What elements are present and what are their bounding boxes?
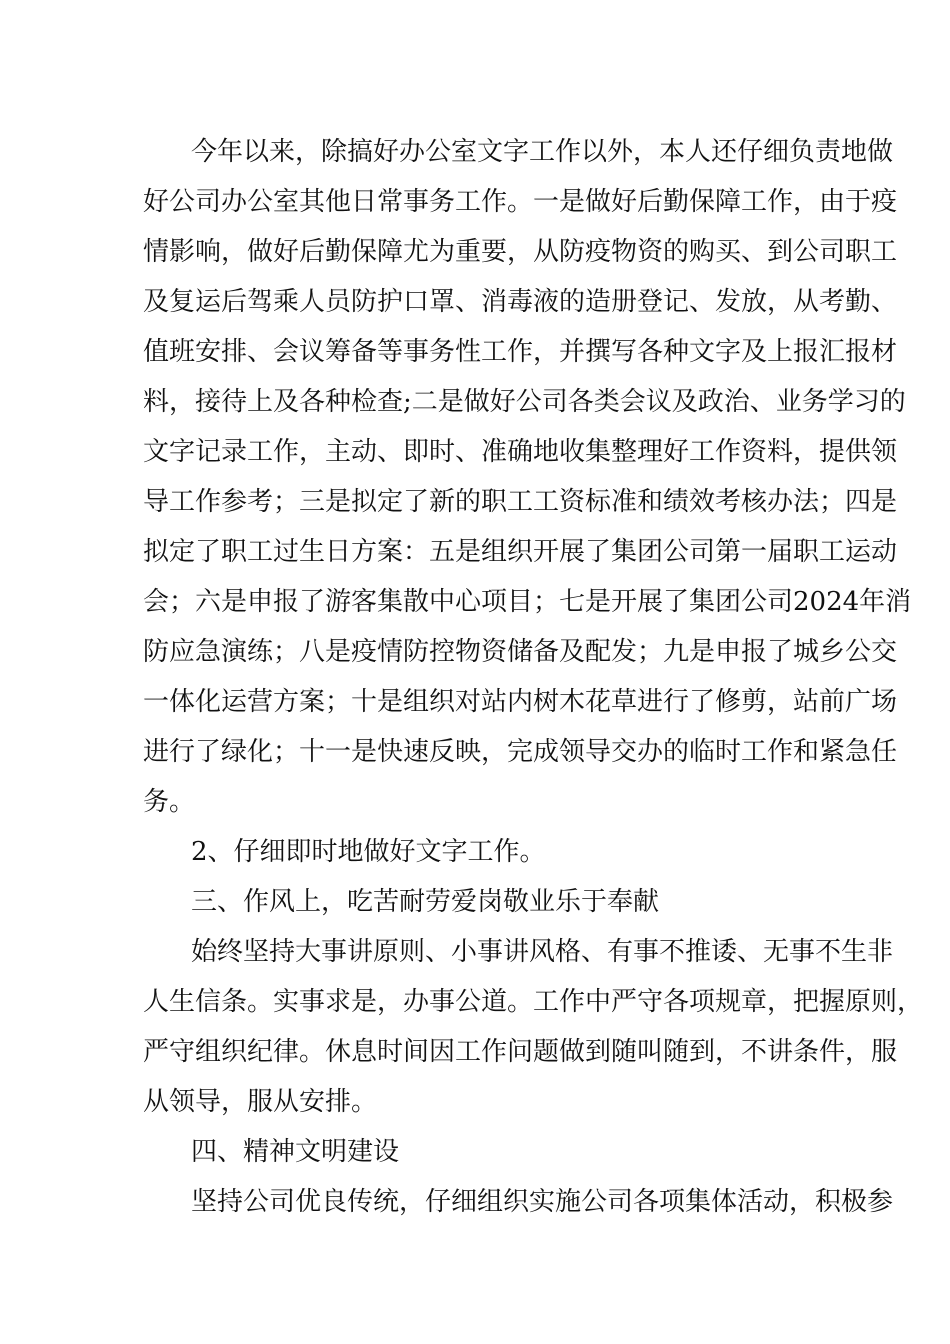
paragraph-line: 一体化运营方案；十是组织对站内树木花草进行了修剪，站前广场 <box>143 687 898 717</box>
paragraph-line: 始终坚持大事讲原则、小事讲风格、有事不推诿、无事不生非 <box>191 937 894 967</box>
section-heading: 三、作风上，吃苦耐劳爱岗敬业乐于奉献 <box>191 887 660 917</box>
paragraph-line: 坚持公司优良传统，仔细组织实施公司各项集体活动，积极参 <box>191 1187 894 1217</box>
paragraph-line: 人生信条。实事求是，办事公道。工作中严守各项规章，把握原则， <box>143 987 924 1017</box>
paragraph-line: 今年以来，除搞好办公室文字工作以外，本人还仔细负责地做 <box>191 137 894 167</box>
paragraph-line: 务。 <box>143 787 196 817</box>
paragraph-line: 会；六是申报了游客集散中心项目；七是开展了集团公司2024年消 <box>143 587 912 617</box>
paragraph-line: 进行了绿化；十一是快速反映，完成领导交办的临时工作和紧急任 <box>143 737 898 767</box>
paragraph-line: 严守组织纪律。休息时间因工作问题做到随叫随到，不讲条件，服 <box>143 1037 898 1067</box>
paragraph-line: 从领导，服从安排。 <box>143 1087 378 1117</box>
paragraph-line: 好公司办公室其他日常事务工作。一是做好后勤保障工作，由于疫 <box>143 187 898 217</box>
paragraph-line: 料，接待上及各种检查;二是做好公司各类会议及政治、业务学习的 <box>143 387 906 417</box>
section-heading: 四、精神文明建设 <box>191 1137 400 1167</box>
paragraph-line: 值班安排、会议筹备等事务性工作，并撰写各种文字及上报汇报材 <box>143 337 898 367</box>
paragraph-line: 2、仔细即时地做好文字工作。 <box>191 837 546 867</box>
paragraph-line: 拟定了职工过生日方案：五是组织开展了集团公司第一届职工运动 <box>143 537 898 567</box>
paragraph-line: 及复运后驾乘人员防护口罩、消毒液的造册登记、发放，从考勤、 <box>143 287 898 317</box>
paragraph-line: 防应急演练；八是疫情防控物资储备及配发；九是申报了城乡公交 <box>143 637 898 667</box>
paragraph-line: 导工作参考；三是拟定了新的职工工资标准和绩效考核办法；四是 <box>143 487 898 517</box>
paragraph-line: 文字记录工作，主动、即时、准确地收集整理好工作资料，提供领 <box>143 437 898 467</box>
paragraph-line: 情影响，做好后勤保障尤为重要，从防疫物资的购买、到公司职工 <box>143 237 898 267</box>
